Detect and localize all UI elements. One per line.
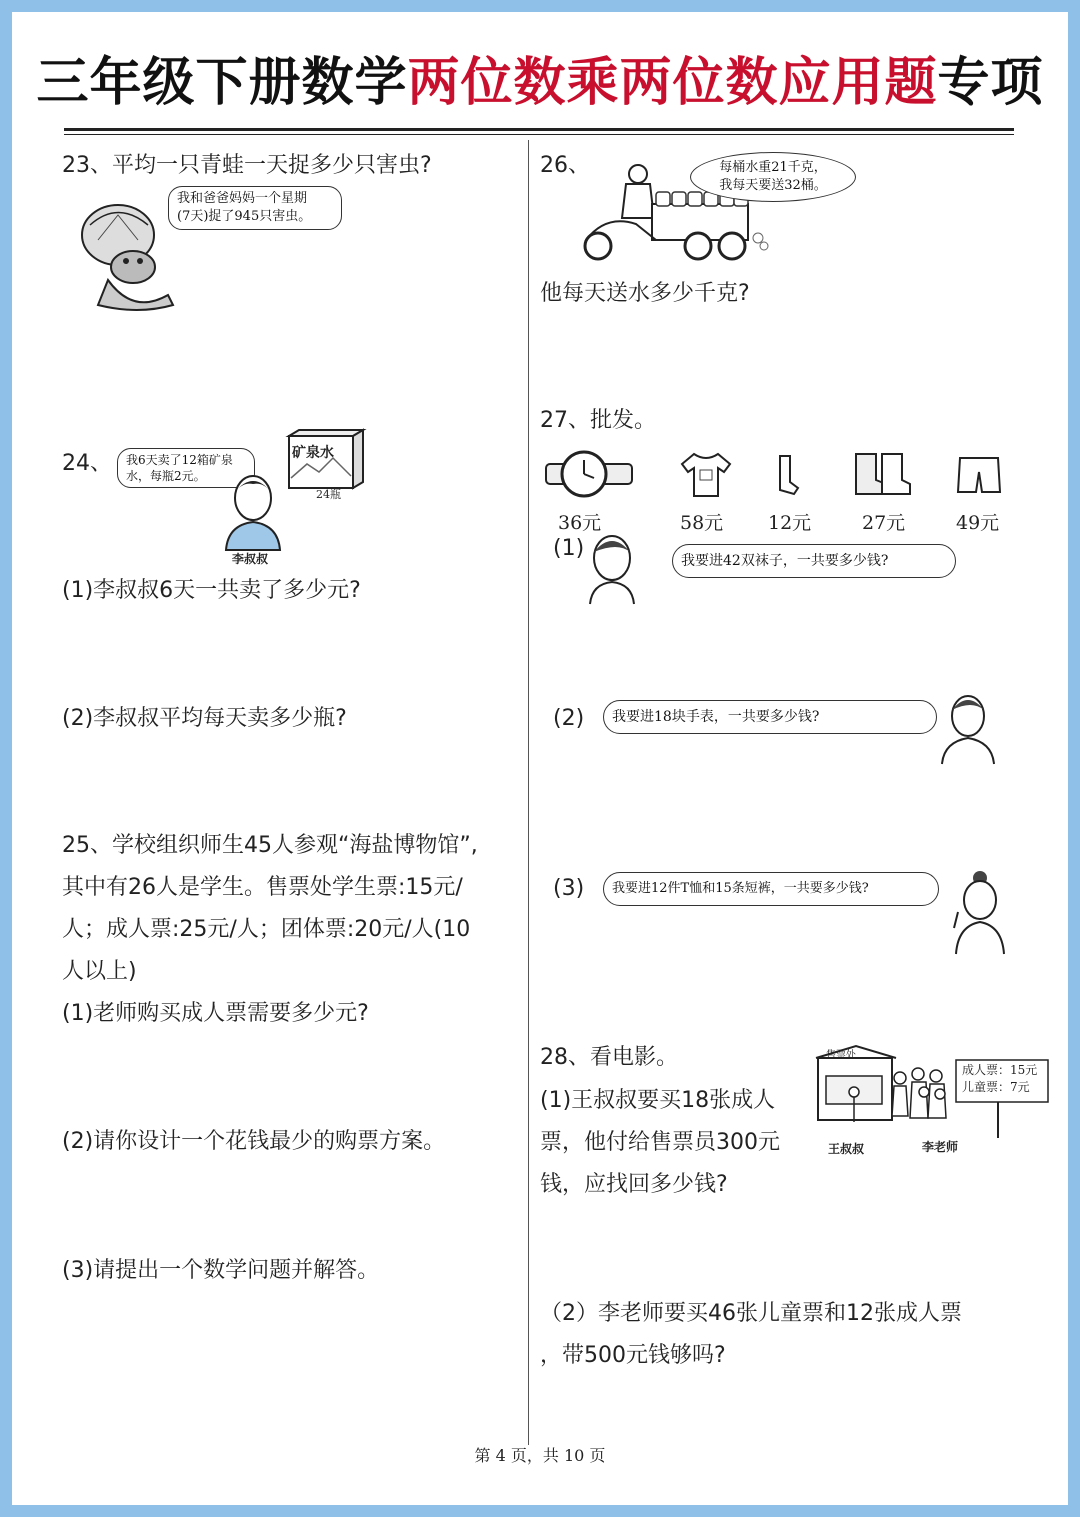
q24-bubble-line-1: 我6天卖了12箱矿泉 [126, 453, 233, 467]
q25-sub2: (2)请你设计一个花钱最少的购票方案。 [62, 1129, 446, 1154]
title-rule-thick [64, 128, 1014, 131]
q28-sub1-line-2: 票，他付给售票员300元 [540, 1130, 780, 1155]
q25-line-2: 其中有26人是学生。售票处学生票:15元/ [62, 875, 463, 900]
q26-number: 26、 [540, 153, 590, 178]
q28-title: 28、看电影。 [540, 1045, 678, 1070]
q23-text: 23、平均一只青蛙一天捉多少只害虫? [62, 153, 432, 178]
shorts-icon [956, 454, 1002, 496]
boots-icon [852, 450, 912, 498]
q27-sub1-bubble: 我要进42双袜子，一共要多少钱? [672, 544, 956, 578]
q28-sub2-line-2: ，带500元钱够吗? [540, 1343, 726, 1368]
page-footer: 第 4 页，共 10 页 [474, 1446, 606, 1465]
q24-sub1: (1)李叔叔6天一共卖了多少元? [62, 578, 361, 603]
woman-icon [950, 870, 1006, 954]
q26-question: 他每天送水多少千克? [540, 281, 750, 306]
q23-bubble-line-2: (7天)捉了945只害虫。 [177, 209, 312, 224]
tshirt-icon [680, 452, 730, 498]
q28-ticket-sign: 售票处 [826, 1050, 856, 1061]
q24-sub2: (2)李叔叔平均每天卖多少瓶? [62, 706, 347, 731]
q27-sub2-bubble: 我要进18块手表，一共要多少钱? [603, 700, 937, 734]
q23-speech-bubble [168, 186, 342, 230]
q24-box-count: 24瓶 [316, 488, 341, 501]
q24-number: 24、 [62, 451, 112, 476]
q26-cloud-line-1: 每桶水重21千克， [719, 160, 827, 175]
uncle-li-icon [218, 470, 288, 550]
q28-sub2-line-1: （2）李老师要买46张儿童票和12张成人票 [540, 1301, 962, 1326]
q27-sub3-bubble: 我要进12件T恤和15条短裤，一共要多少钱? [603, 872, 939, 906]
q25-line-4: 人以上) [62, 959, 137, 984]
watch-price: 36元 [558, 512, 602, 534]
socks-price: 12元 [768, 512, 812, 534]
q27-title: 27、批发。 [540, 408, 656, 433]
title-rule-thin [64, 134, 1014, 135]
q24-box-label: 矿泉水 [292, 445, 334, 461]
q25-sub3: (3)请提出一个数学问题并解答。 [62, 1258, 380, 1283]
q24-person-label: 李叔叔 [232, 552, 269, 566]
page-title [0, 40, 1080, 115]
q27-sub3-number: (3) [553, 876, 585, 901]
q27-sub1-number: (1) [553, 536, 585, 561]
q24-bubble-line-2: 水，每瓶2元。 [126, 469, 206, 483]
q28-name-uncle-wang: 王叔叔 [828, 1142, 865, 1156]
tshirt-price: 58元 [680, 512, 724, 534]
title-part-3: 专项 [937, 53, 1044, 113]
q27-sub2-number: (2) [553, 706, 585, 731]
q26-cloud-line-2: 我每天要送32桶。 [719, 178, 827, 193]
q23-bubble-line-1: 我和爸爸妈妈一个星期 [177, 191, 308, 206]
man-icon [938, 692, 996, 764]
title-part-2: 两位数乘两位数应用题 [407, 53, 938, 113]
socks-icon [774, 454, 802, 496]
q28-name-teacher-li: 李老师 [922, 1140, 959, 1154]
q25-line-1: 25、学校组织师生45人参观“海盐博物馆”, [62, 833, 478, 858]
shorts-price: 49元 [956, 512, 1000, 534]
q28-board-line-2: 儿童票：7元 [962, 1080, 1030, 1094]
q25-sub1: (1)老师购买成人票需要多少元? [62, 1001, 369, 1026]
boy-icon [588, 532, 638, 604]
boots-price: 27元 [862, 512, 906, 534]
q28-board-line-1: 成人票：15元 [962, 1063, 1038, 1077]
q26-thought-cloud [690, 152, 856, 202]
q25-line-3: 人；成人票:25元/人；团体票:20元/人(10 [62, 917, 471, 942]
watch-icon [544, 448, 634, 500]
title-part-1: 三年级下册数学 [36, 53, 408, 113]
q28-price-board [962, 1062, 1037, 1096]
q28-sub1-line-1: (1)王叔叔要买18张成人 [540, 1088, 776, 1113]
q28-sub1-line-3: 钱，应找回多少钱? [540, 1172, 728, 1197]
column-divider [528, 140, 529, 1445]
